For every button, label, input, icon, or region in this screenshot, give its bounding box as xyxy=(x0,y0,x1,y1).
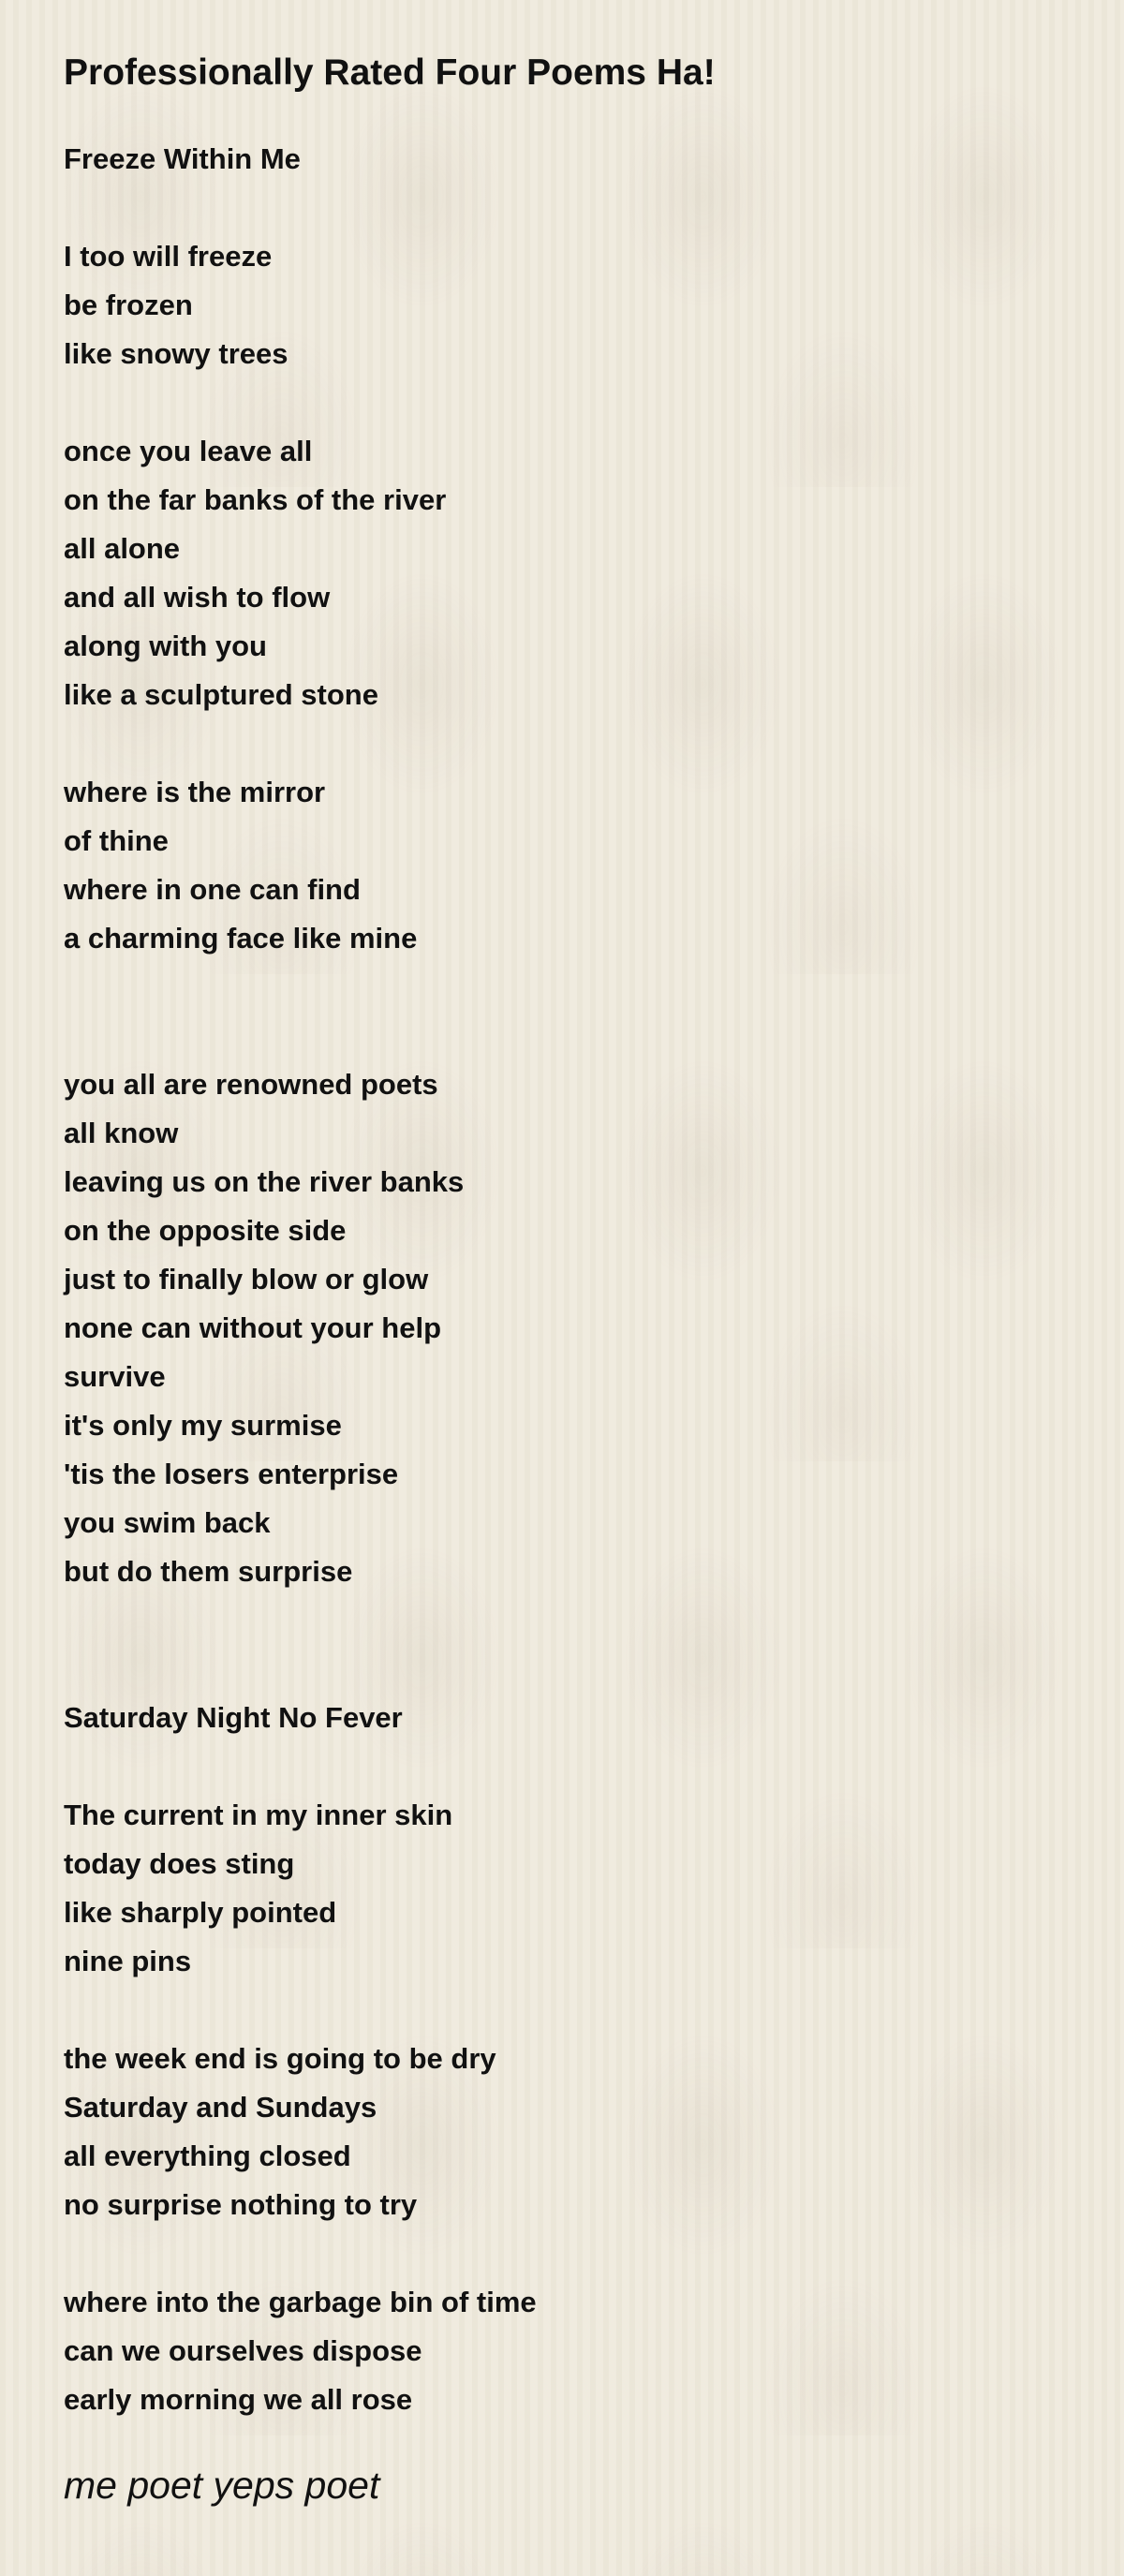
poem-line: The current in my inner skin xyxy=(64,1799,453,1831)
poem-line: and all wish to flow xyxy=(64,581,331,614)
poem-line: none can without your help xyxy=(64,1311,441,1344)
poem-line: but do them surprise xyxy=(64,1555,353,1588)
poem-line: no surprise nothing to try xyxy=(64,2188,418,2221)
poem-line: you all are renowned poets xyxy=(64,1068,438,1101)
poem-line: can we ourselves dispose xyxy=(64,2334,422,2367)
poem-line: on the far banks of the river xyxy=(64,483,447,516)
poem-line: where in one can find xyxy=(64,873,361,906)
stanza-break xyxy=(64,184,1075,232)
poem-line: today does sting xyxy=(64,1847,295,1880)
poem-line: Saturday and Sundays xyxy=(64,2091,377,2124)
stanza-break xyxy=(64,1742,1075,1791)
poem-line: all know xyxy=(64,1117,179,1149)
poem-line: I too will freeze xyxy=(64,240,273,273)
poem-body xyxy=(64,135,1075,2424)
poem-line: like sharply pointed xyxy=(64,1896,337,1929)
author-name: me poet yeps poet xyxy=(64,2464,380,2507)
poem-line: leaving us on the river banks xyxy=(64,1165,465,1198)
poem-line: survive xyxy=(64,1360,166,1393)
poem-line: like a sculptured stone xyxy=(64,678,378,711)
poem-line: a charming face like mine xyxy=(64,922,418,955)
stanza-break xyxy=(64,378,1075,427)
stanza-break xyxy=(64,1645,1075,1694)
poem-line: along with you xyxy=(64,629,267,662)
stanza-break xyxy=(64,2229,1075,2278)
stanza-break xyxy=(64,1596,1075,1645)
stanza-break xyxy=(64,719,1075,768)
poem-line: the week end is going to be dry xyxy=(64,2042,496,2075)
poem-line: Saturday Night No Fever xyxy=(64,1701,403,1734)
poem-line: Freeze Within Me xyxy=(64,142,301,175)
poem-line: once you leave all xyxy=(64,435,313,467)
poem-line: early morning we all rose xyxy=(64,2383,413,2416)
poem-line: just to finally blow or glow xyxy=(64,1263,429,1295)
poem-line: 'tis the losers enterprise xyxy=(64,1458,399,1490)
poem-line: nine pins xyxy=(64,1945,192,1977)
poem-line: like snowy trees xyxy=(64,337,288,370)
poem-line: of thine xyxy=(64,824,169,857)
page-title: Professionally Rated Four Poems Ha! xyxy=(64,52,716,93)
poem-line: on the opposite side xyxy=(64,1214,347,1247)
poem-line: it's only my surmise xyxy=(64,1409,342,1442)
poem-line: all everything closed xyxy=(64,2139,351,2172)
stanza-break xyxy=(64,1986,1075,2035)
poem-line: be frozen xyxy=(64,289,193,321)
poem-line: all alone xyxy=(64,532,181,565)
stanza-break xyxy=(64,1012,1075,1060)
poem-line: you swim back xyxy=(64,1506,271,1539)
poem-line: where is the mirror xyxy=(64,776,326,808)
poem-line: where into the garbage bin of time xyxy=(64,2286,537,2318)
poem-page xyxy=(64,45,1075,2512)
stanza-break xyxy=(64,963,1075,1012)
